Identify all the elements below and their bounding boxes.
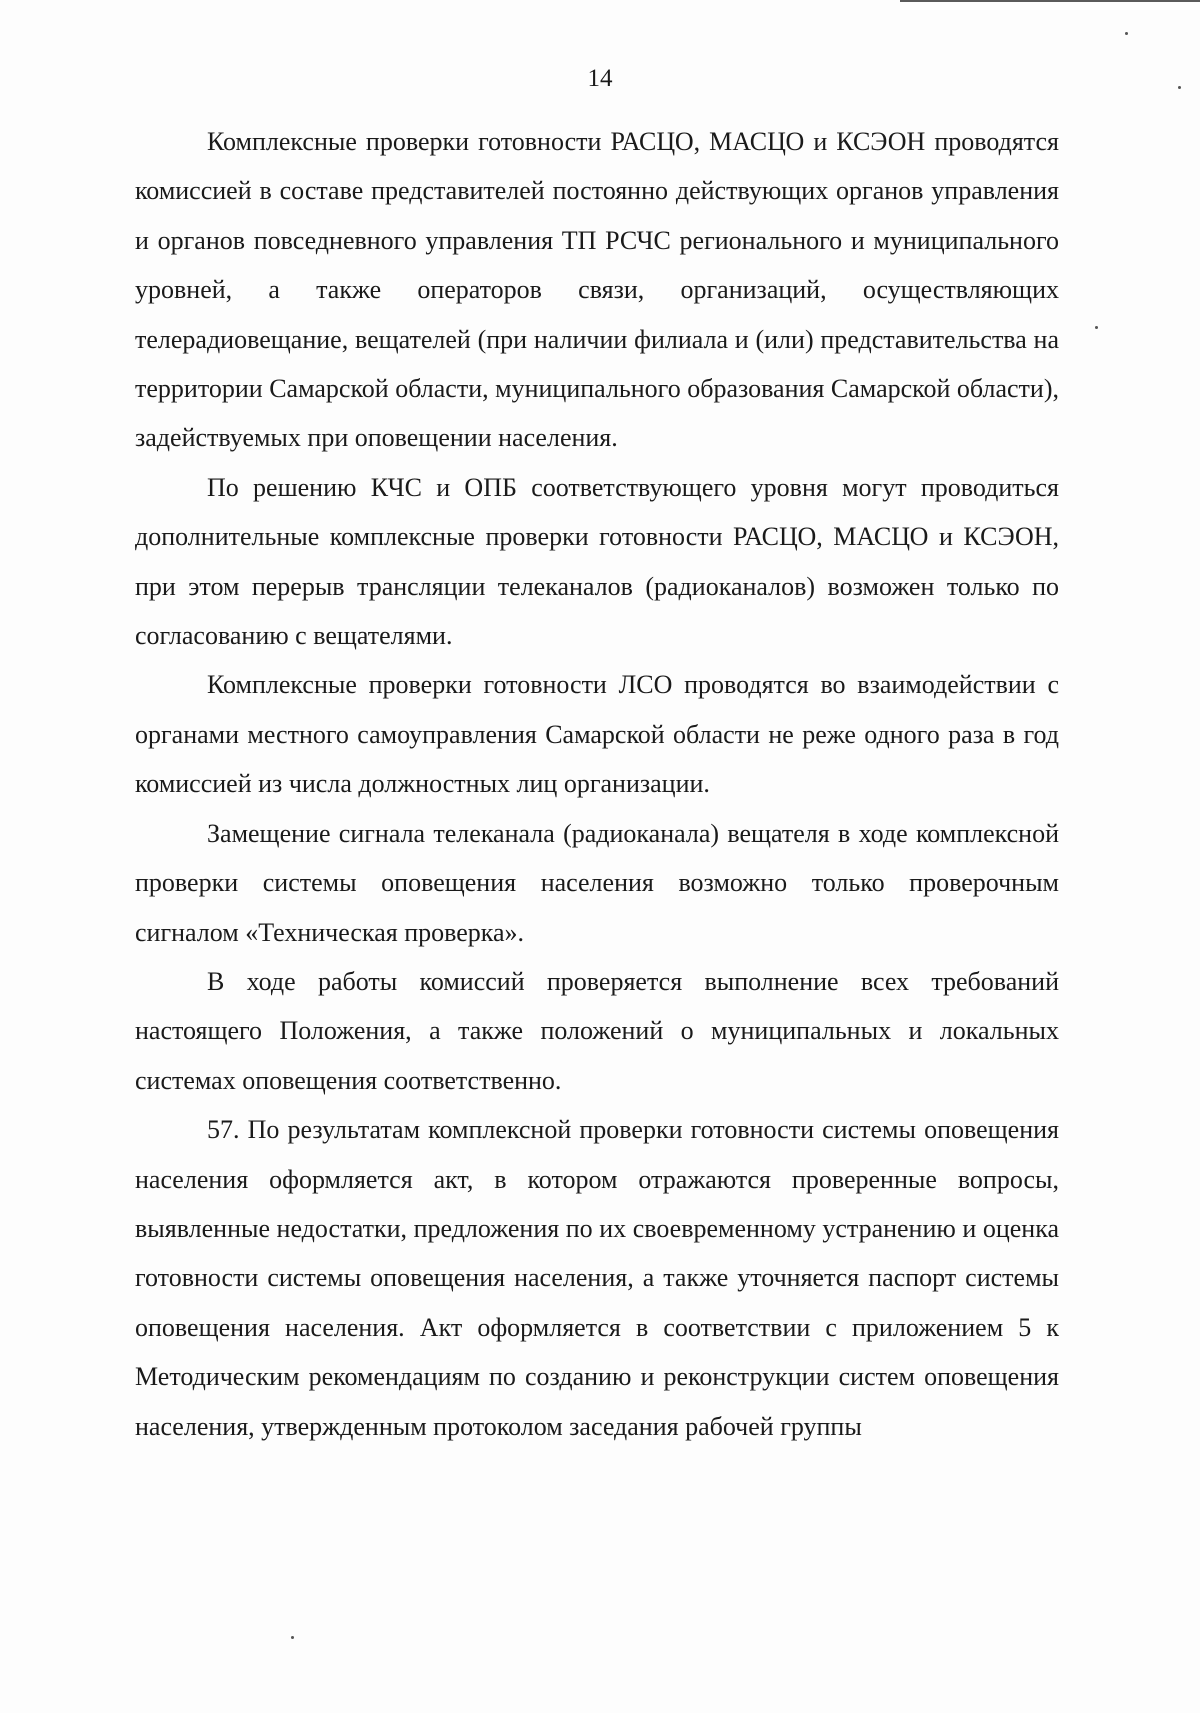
scan-speck [1095,326,1098,329]
paragraph-inspection-commission: Комплексные проверки готовности РАСЦО, МАСЦО и КСЭОН проводятся комиссией в составе представителей постоянно действующих органов управления и органов повседневного управления ТП РСЧС регионального и муниципального уровней, а также операторов связи, организаций, осуществляющих телерадиовещание, вещателей (при наличии филиала и (или) представительства на территории Самарской области, муниципального образования Самарской области), задействуемых при оповещении населения. [135,127,1059,453]
paragraph-additional-inspections: По решению КЧС и ОПБ соответствующего уровня могут проводиться дополнительные комплексные проверки готовности РАСЦО, МАСЦО и КСЭОН, при этом перерыв трансляции телеканалов (радиоканалов) возможен только по согласованию с вещателями. [135,472,1059,651]
paragraph-item-57: 57. По результатам комплексной проверки готовности системы оповещения населения оформляется акт, в котором отражаются проверенные вопросы, выявленные недостатки, предложения по их своевременному устранению и оценка готовности системы оповещения населения, а также уточняется паспорт системы оповещения населения. Акт оформляется в соответствии с приложением 5 к Методическим рекомендациям по созданию и реконструкции систем оповещения населения, утвержденным протоколом заседания рабочей группы [135,1115,1059,1441]
paragraph-commission-work: В ходе работы комиссий проверяется выполнение всех требований настоящего Положения, а также положений о муниципальных и локальных системах оповещения соответственно. [135,966,1059,1095]
paragraph-signal-substitution: Замещение сигнала телеканала (радиоканала) вещателя в ходе комплексной проверки системы оповещения населения возможно только проверочным сигналом «Техническая проверка». [135,818,1059,947]
scan-speck [1125,32,1128,35]
page-number: 14 [587,65,613,92]
document-body [135,117,1059,1451]
top-edge-rule [900,0,1200,2]
scan-speck [291,1636,294,1639]
paragraph-lso-inspections: Комплексные проверки готовности ЛСО проводятся во взаимодействии с органами местного самоуправления Самарской области не реже одного раза в год комиссией из числа должностных лиц организации. [135,670,1059,799]
scan-speck [1178,86,1181,89]
